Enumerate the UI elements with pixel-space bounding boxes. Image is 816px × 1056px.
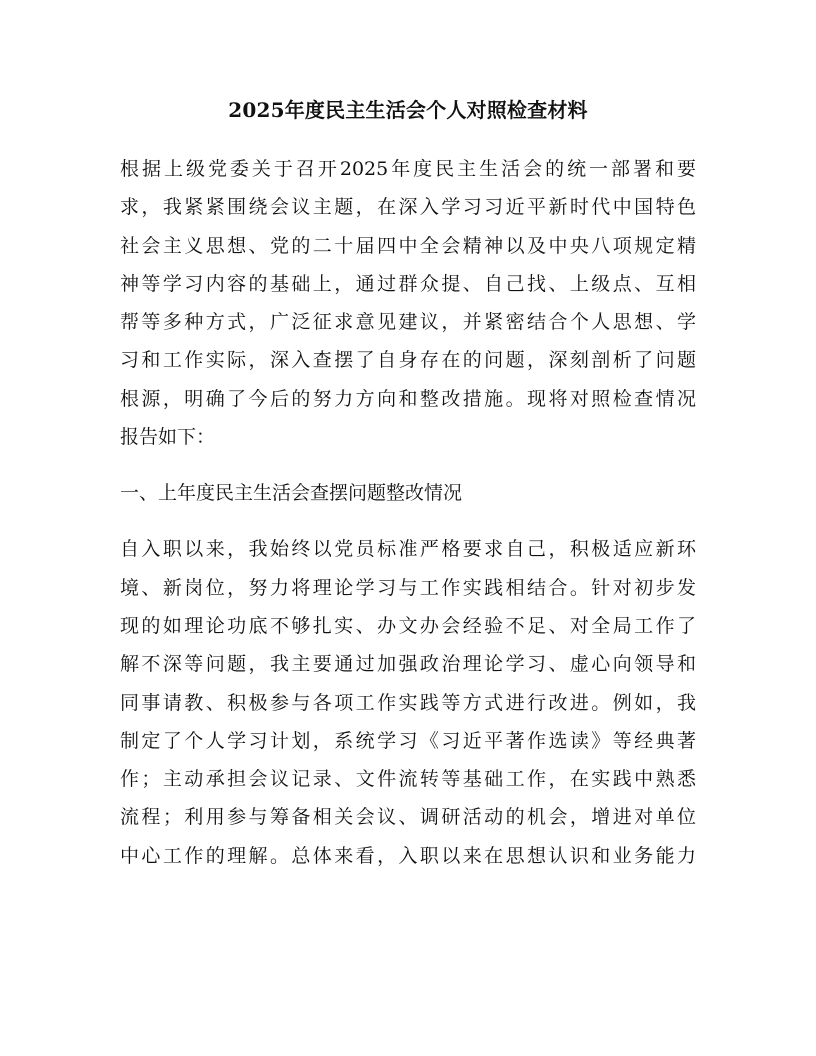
section-1-line: 现的如理论功底不够扎实、办文办会经验不足、对全局工作了 xyxy=(120,614,696,637)
section-1-line: 境、新岗位，努力将理论学习与工作实践相结合。针对初步发 xyxy=(120,576,696,599)
section-1-line: 自入职以来，我始终以党员标准严格要求自己，积极适应新环 xyxy=(120,538,696,561)
section-1-line: 解不深等问题，我主要通过加强政治理论学习、虚心向领导和 xyxy=(120,653,696,676)
intro-line: 根源，明确了今后的努力方向和整改措施。现将对照检查情况 xyxy=(120,387,696,410)
section-1-line: 作；主动承担会议记录、文件流转等基础工作，在实践中熟悉 xyxy=(120,768,696,791)
section-1-heading: 一、上年度民主生活会查摆问题整改情况 xyxy=(120,482,463,505)
document-body xyxy=(120,92,696,893)
intro-line: 报告如下： xyxy=(120,426,216,449)
section-1-paragraph xyxy=(120,530,696,875)
intro-line: 社会主义思想、党的二十届四中全会精神以及中央八项规定精 xyxy=(120,234,696,257)
document-title: 2025年度民主生活会个人对照检查材料 xyxy=(228,98,588,122)
section-1-line: 制定了个人学习计划，系统学习《习近平著作选读》等经典著 xyxy=(120,729,696,752)
intro-line: 习和工作实际，深入查摆了自身存在的问题，深刻剖析了问题 xyxy=(120,349,696,372)
section-1-line: 流程；利用参与筹备相关会议、调研活动的机会，增进对单位 xyxy=(120,806,696,829)
section-1-line: 同事请教、积极参与各项工作实践等方式进行改进。例如，我 xyxy=(120,691,696,714)
intro-line: 根据上级党委关于召开2025年度民主生活会的统一部署和要 xyxy=(120,158,696,180)
intro-paragraph xyxy=(120,150,696,456)
intro-line: 神等学习内容的基础上，通过群众提、自己找、上级点、互相 xyxy=(120,272,696,295)
intro-line: 帮等多种方式，广泛征求意见建议，并紧密结合个人思想、学 xyxy=(120,311,696,334)
intro-line: 求，我紧紧围绕会议主题，在深入学习习近平新时代中国特色 xyxy=(120,196,696,219)
section-1-line: 中心工作的理解。总体来看，入职以来在思想认识和业务能力 xyxy=(120,844,696,867)
